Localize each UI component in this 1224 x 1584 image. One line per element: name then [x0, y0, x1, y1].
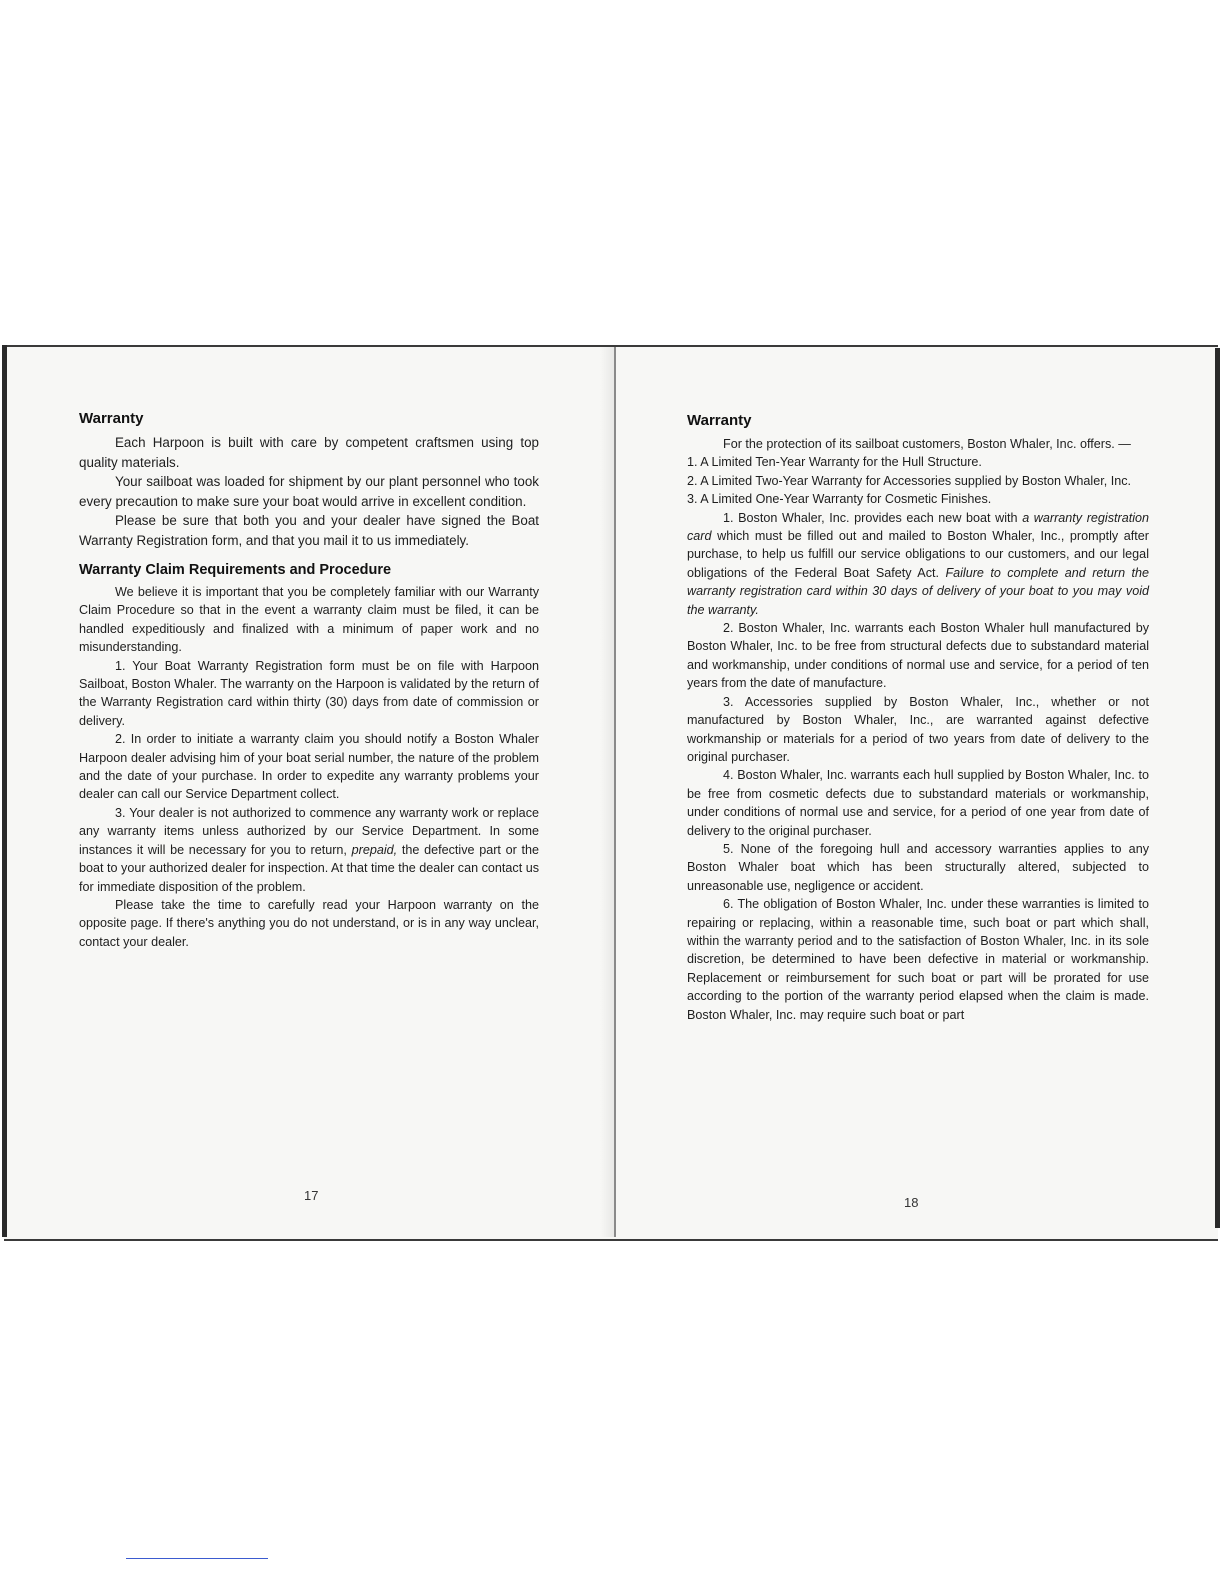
left-para-registration: Please be sure that both you and your dealer have signed the Boat Warranty Registration form, and that you mail it to us immediately.	[79, 513, 539, 548]
warranty-list-item-3: 3. A Limited One-Year Warranty for Cosmetic Finishes.	[687, 492, 992, 507]
warranty-clause-4: 4. Boston Whaler, Inc. warrants each hull supplied by Boston Whaler, Inc. to be free from cosmetic defects due to substandard materials or workmanship, under conditions of normal use and service, for a period of one year from date of delivery to the original purchaser.	[687, 768, 1149, 838]
warranty-list-item-1: 1. A Limited Ten-Year Warranty for the Hull Structure.	[687, 455, 982, 470]
page-number-left: 17	[304, 1188, 319, 1203]
claim-item-3-text-a: 3. Your dealer is not authorized to commence any warranty work or replace any warranty items unless authorized by our Service Department. In some instances it will be necessary for you to return,	[79, 805, 539, 857]
claim-item-3-text-b: the defective part or the boat to your authorized dealer for inspection. At that time the dealer can contact us for immediate disposition of the problem.	[79, 842, 540, 894]
center-gutter	[614, 347, 616, 1237]
clause-1-emphasis-failure: Failure to complete and return the warranty registration card within 30 days of delivery of your boat to you may void the warranty.	[687, 565, 1150, 617]
gutter-shadow	[600, 347, 614, 1237]
claim-procedure-heading: Warranty Claim Requirements and Procedure	[79, 562, 392, 578]
right-page-edge	[1215, 348, 1220, 1228]
footer-link-underline	[126, 1558, 268, 1559]
clause-1-emphasis-card: a warranty registration card	[687, 510, 1150, 544]
right-intro-para: For the protection of its sailboat customers, Boston Whaler, Inc. offers. —	[723, 437, 1131, 451]
clause-1-text-a: 1. Boston Whaler, Inc. provides each new boat with	[723, 510, 1018, 525]
page-number-right: 18	[904, 1195, 919, 1210]
claim-item-2: 2. In order to initiate a warranty claim you should notify a Boston Whaler Harpoon dealer advising him of your boat serial number, the nature of the problem and the date of your purchase. In order to expedite any warranty problems your dealer can call our Service Department collect.	[79, 732, 539, 802]
right-page	[687, 412, 1149, 1024]
left-page-edge	[2, 345, 7, 1237]
claim-item-3	[79, 804, 539, 896]
left-para-craftsmen: Each Harpoon is built with care by competent craftsmen using top quality materials.	[79, 435, 539, 470]
claim-closing-para: Please take the time to carefully read your Harpoon warranty on the opposite page. If there's anything you do not understand, or is in any way unclear, contact your dealer.	[79, 897, 539, 949]
warranty-clause-6: 6. The obligation of Boston Whaler, Inc. under these warranties is limited to repairing or replacing, within a reasonable time, such boat or part which shall, within the warranty period and to the satisfaction of Boston Whaler, Inc. in its sole discretion, be determined to have been defective in material or workmanship. Replacement or reimbursement for such boat or part will be prorated for use according to the portion of the warranty period elapsed when the claim is made. Boston Whaler, Inc. may require such boat or part	[687, 897, 1149, 1022]
left-page	[79, 410, 539, 951]
claim-item-1: 1. Your Boat Warranty Registration form must be on file with Harpoon Sailboat, Boston Whaler. The warranty on the Harpoon is validated by the return of the Warranty Registration card within thirty (30) days from date of commission or delivery.	[79, 658, 539, 728]
warranty-clause-2: 2. Boston Whaler, Inc. warrants each Boston Whaler hull manufactured by Boston Whaler, Inc. to be free from structural defects due to substandard material and workmanship, under conditions of normal use and service, for a period of ten years from the date of manufacture.	[687, 621, 1149, 691]
claim-item-3-emphasis: prepaid,	[351, 842, 398, 857]
claim-intro-para: We believe it is important that you be completely familiar with our Warranty Claim Procedure so that in the event a warranty claim must be filed, it can be handled expeditiously and finalized with a minimum of paper work and no misunderstanding.	[79, 585, 539, 655]
warranty-clause-5: 5. None of the foregoing hull and accessory warranties applies to any Boston Whaler boat which has been structurally altered, subjected to unreasonable use, negligence or accident.	[687, 841, 1149, 893]
left-warranty-heading: Warranty	[79, 410, 144, 427]
right-warranty-heading: Warranty	[687, 412, 752, 429]
clause-1-text-b: which must be filled out and mailed to Boston Whaler, Inc., promptly after purchase, to help us fulfill our service obligations to our customers, and our legal obligations of the Federal Boat Safety Act.	[687, 529, 1150, 580]
warranty-clause-3: 3. Accessories supplied by Boston Whaler, Inc., whether or not manufactured by Boston Whaler, Inc., are warranted against defective workmanship or materials for a period of two years from date of delivery to the original purchaser.	[687, 694, 1149, 764]
warranty-list-item-2: 2. A Limited Two-Year Warranty for Accessories supplied by Boston Whaler, Inc.	[687, 473, 1132, 488]
warranty-clause-1	[687, 509, 1149, 619]
left-para-shipment: Your sailboat was loaded for shipment by our plant personnel who took every precaution to make sure your boat would arrive in excellent condition.	[79, 474, 539, 509]
